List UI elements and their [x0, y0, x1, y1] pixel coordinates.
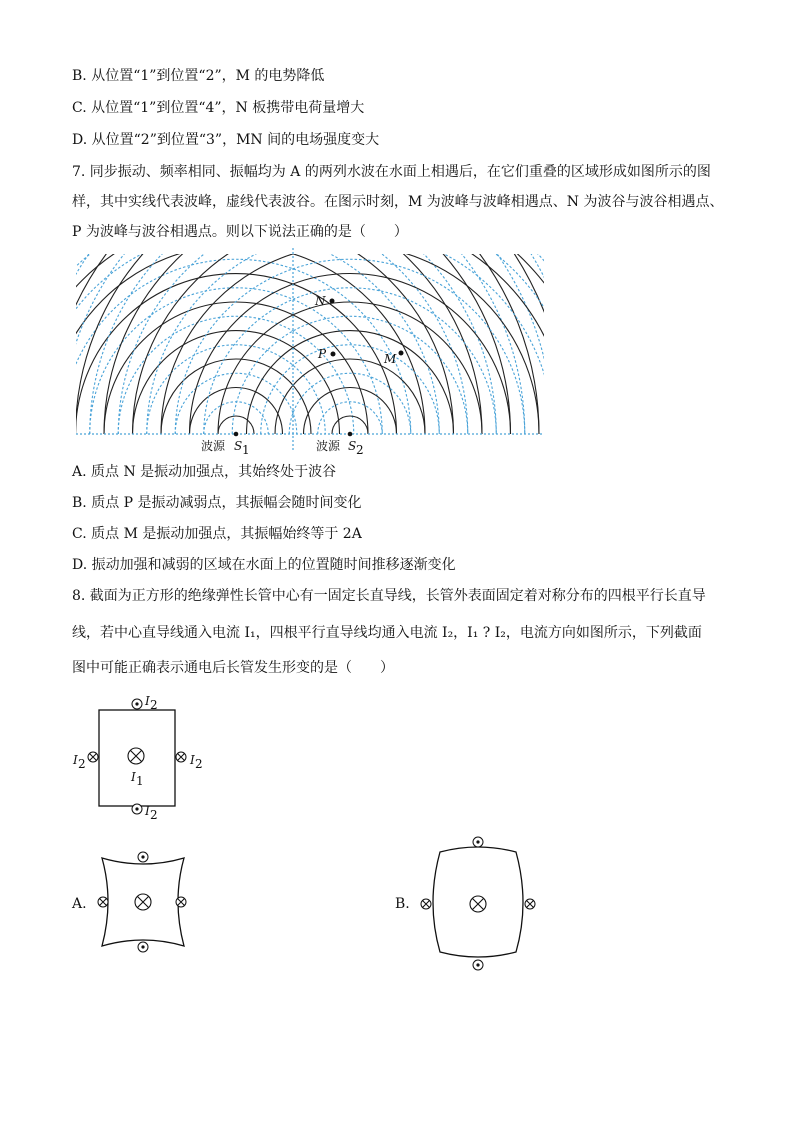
right-i2-sub: 2: [195, 757, 203, 771]
right-wire-in-icon: [176, 752, 186, 762]
point-n-dot: [330, 299, 335, 304]
s2-label: S: [348, 439, 357, 453]
a-center-wire-in-icon: [135, 894, 151, 910]
crest-arc-s2: [275, 359, 425, 434]
trough-arc-s1: [0, 60, 610, 434]
trough-arc-s2: [0, 31, 753, 434]
source-s2-dot: [348, 432, 353, 437]
top-wire-out-icon: [132, 699, 142, 709]
b-center-wire-in-icon: [470, 896, 486, 912]
b-left-wire-in-icon: [421, 899, 431, 909]
q6-option-d: D. 从位置“2”到位置“3”，MN 间的电场强度变大: [72, 132, 380, 148]
trough-arc-s1: [61, 259, 411, 434]
wave-fronts: [0, 0, 794, 434]
crest-arc-s1: [0, 103, 568, 435]
crest-arc-s1: [0, 188, 482, 434]
q7-option-c: C. 质点 M 是振动加强点，其振幅始终等于 2A: [72, 526, 362, 542]
trough-arc-s1: [0, 0, 696, 434]
trough-arc-s1: [4, 202, 468, 434]
top-i2-sub: 2: [150, 698, 158, 712]
q8-stem-line2: 线，若中心直导线通入电流 I₁，四根平行直导线均通入电流 I₂，I₁ ? I₂，电流方向如图所示，下列截面: [72, 625, 702, 641]
option-b-figure: [412, 830, 547, 976]
crest-arc-s2: [332, 416, 368, 434]
bottom-i2-sub: 2: [150, 808, 158, 822]
bottom-wire-out-icon: [132, 804, 142, 814]
q6-option-c: C. 从位置“1”到位置“4”，N 板携带电荷量增大: [72, 100, 365, 116]
a-left-wire-in-icon: [98, 897, 108, 907]
a-top-wire-out-icon: [138, 852, 148, 862]
trough-arc-s2: [4, 88, 696, 434]
center-i1-label: I: [131, 770, 136, 784]
q8-stem-line3: 图中可能正确表示通电后长管发生形变的是（ ）: [72, 660, 394, 676]
q7-option-d: D. 振动加强和减弱的区域在水面上的位置随时间推移逐渐变化: [72, 557, 456, 573]
trough-arc-s2: [90, 174, 611, 434]
trough-arc-s2: [318, 402, 383, 434]
right-i2-label: I: [190, 753, 195, 767]
crest-arc-s1: [0, 0, 682, 434]
crest-arc-s2: [0, 0, 794, 434]
trough-arc-s2: [0, 60, 724, 434]
crest-arc-s1: [190, 388, 283, 435]
option-a-figure: [88, 840, 198, 964]
source-s1-dot: [234, 432, 239, 437]
q7-stem-line1: 7. 同步振动、频率相同、振幅均为 A 的两列水波在水面上相遇后，在它们重叠的区域形成如图所示的图: [72, 164, 711, 180]
point-p-dot: [331, 352, 336, 357]
left-i2-sub: 2: [78, 757, 86, 771]
trough-arc-s1: [0, 3, 667, 434]
point-n-label: N: [315, 294, 326, 308]
a-right-wire-in-icon: [176, 897, 186, 907]
s1-subscript: 1: [242, 443, 250, 457]
q7-stem-line3: P 为波峰与波谷相遇点。则以下说法正确的是（ ）: [72, 224, 408, 240]
q7-option-b: B. 质点 P 是振动减弱点，其振幅会随时间变化: [72, 495, 362, 511]
bottom-i2-label: I: [145, 804, 150, 818]
trough-arc-s1: [147, 345, 326, 434]
s2-subscript: 2: [356, 443, 364, 457]
crest-arc-s1: [0, 46, 625, 434]
q7-stem-line2: 样，其中实线代表波峰，虚线代表波谷。在图示时刻，M 为波峰与波峰相遇点、N 为波谷与波谷相遇点、: [72, 194, 724, 210]
trough-arc-s2: [33, 117, 668, 434]
trough-arc-s2: [261, 345, 440, 434]
b-right-wire-in-icon: [525, 899, 535, 909]
trough-arc-s2: [0, 3, 781, 434]
trough-arc-s1: [0, 174, 496, 434]
tube-cross-section-figure: [60, 688, 220, 828]
point-m-dot: [399, 351, 404, 356]
crest-arc-s2: [76, 160, 625, 435]
s1-label: S: [234, 439, 243, 453]
top-i2-label: I: [145, 694, 150, 708]
q8-option-a-label: A.: [72, 896, 87, 912]
trough-arc-s2: [61, 145, 639, 434]
q7-option-a: A. 质点 N 是振动加强点，其始终处于波谷: [72, 464, 337, 480]
crest-arc-s1: [76, 274, 397, 434]
trough-arc-s2: [0, 0, 794, 434]
source2-label: 波源: [316, 439, 341, 453]
crest-arc-s1: [161, 359, 311, 434]
center-i1-sub: 1: [136, 774, 144, 788]
point-p-label: P: [318, 347, 327, 361]
crest-arc-s1: [0, 131, 539, 434]
trough-arc-s2: [118, 202, 582, 434]
point-m-label: M: [384, 352, 397, 366]
q8-stem-line1: 8. 截面为正方形的绝缘弹性长管中心有一固定长直导线，长管外表面固定着对称分布的四根平行长直导: [72, 588, 706, 604]
trough-arc-s1: [175, 373, 297, 434]
b-bottom-wire-out-icon: [473, 960, 483, 970]
a-bottom-wire-out-icon: [138, 942, 148, 952]
source1-label: 波源: [201, 439, 226, 453]
q6-option-b: B. 从位置“1”到位置“2”，M 的电势降低: [72, 68, 325, 84]
crest-arc-s1: [218, 416, 254, 434]
crest-arc-s2: [19, 103, 682, 434]
b-top-wire-out-icon: [473, 837, 483, 847]
q8-option-b-label: B.: [395, 896, 410, 912]
left-wire-in-icon: [88, 752, 98, 762]
trough-arc-s2: [175, 259, 525, 434]
crest-arc-s2: [190, 274, 511, 435]
center-wire-in-icon: [128, 748, 144, 764]
wave-interference-figure: [0, 0, 794, 470]
crest-arc-s2: [47, 131, 653, 434]
left-i2-label: I: [73, 753, 78, 767]
